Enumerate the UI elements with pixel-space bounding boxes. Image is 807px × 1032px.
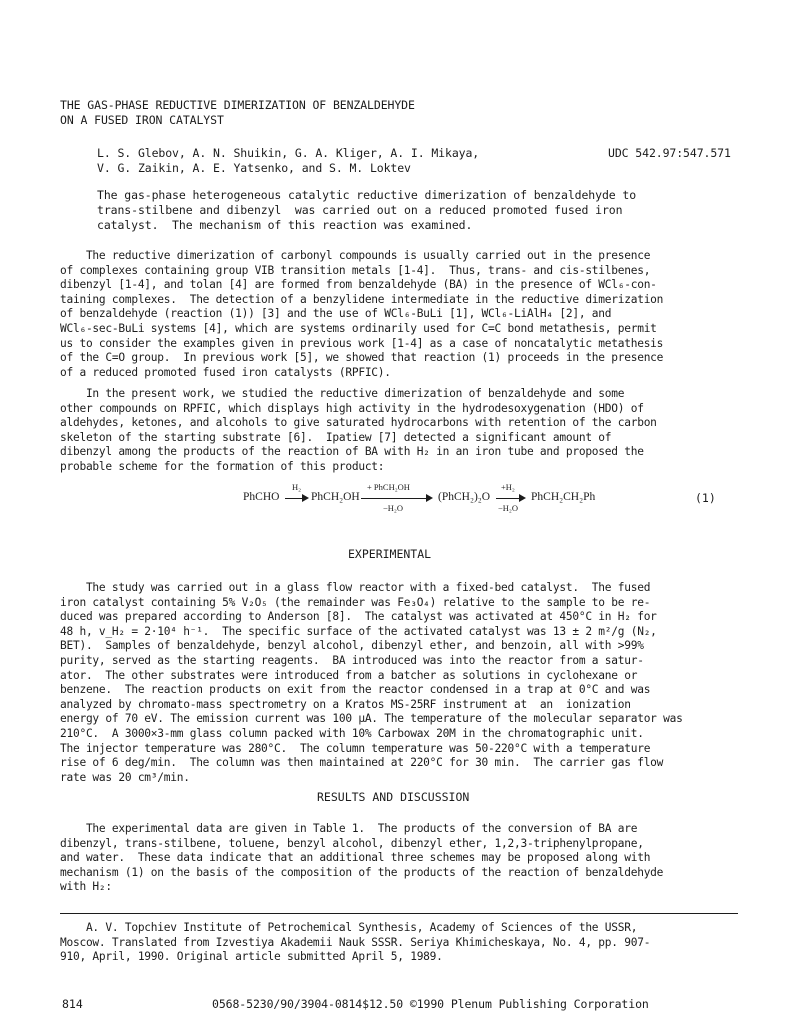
eq-arrow-3-top: +H₂ bbox=[501, 482, 515, 492]
eq-arrow-3-bottom: −H₂O bbox=[498, 503, 519, 513]
eq-arrow-2 bbox=[361, 493, 433, 503]
eq-product: PhCH₂CH₂Ph bbox=[531, 491, 596, 503]
experimental-paragraph: The study was carried out in a glass flow reactor with a fixed-bed catalyst. The fused iron catalyst containing 5% V₂O₅ (the remainder was Fe₃O₄) relative to the sample to be re- duced was prepared according to Anderson [8]. The catalyst was activated at 450°C in H₂ for 48 h, v_H₂ = 2·10⁴ h⁻¹. The specific surface of the activated catalyst was 13 ± 2 m²/g (N₂, BET). Samples of benzaldehyde, benzyl alcohol, dibenzyl ether, and benzoin, all with >99% purity, served as the starting reagents. BA introduced was into the reactor from a satur- ator. The other substrates were introduced from a batcher as solutions in cyclohexane or benzene. The reaction products on exit from the reactor condensed in a trap at 0°C and was analyzed by chromato-mass spectrometry on a Kratos MS-25RF instrument at an ionization energy of 70 eV. The emission current was 100 μA. The temperature of the molecular separator was 210°C. A 3000×3-mm glass column packed with 10% Carbowax 20M in the chromatographic unit. The injector temperature was 280°C. The column temperature was 50-220°C with a temperature rise of 6 deg/min. The column was then maintained at 220°C for 30 min. The carrier gas flow rate was 20 cm³/min. bbox=[60, 581, 683, 784]
eq-number: (1) bbox=[695, 491, 716, 505]
article-title: THE GAS-PHASE REDUCTIVE DIMERIZATION OF BENZALDEHYDE ON A FUSED IRON CATALYST bbox=[60, 98, 415, 127]
eq-intermediate-2: (PhCH₂)₂O bbox=[438, 491, 491, 503]
eq-arrow-1-top: H₂ bbox=[292, 482, 302, 492]
udc-code: UDC 542.97:547.571 bbox=[608, 146, 731, 160]
intro-paragraph-1: The reductive dimerization of carbonyl compounds is usually carried out in the presence of complexes containing group VIB transition metals [1-4]. Thus, trans- and cis-stilbenes, dibenzyl [1-4], and tolan [4] are formed from benzaldehyde (BA) in the presence of WCl₆-con- taining complexes. The detection of a benzylidene intermediate in the reductive dimerization of benzaldehyde (reaction (1)) [3] and the use of WCl₆-BuLi [1], WCl₆-LiAlH₄ [2], and WCl₆-sec-BuLi systems [4], which are systems ordinarily used for C=C bond metathesis, permit us to consider the examples given in previous work [1-4] as a case of noncatalytic metathesis of the C=O group. In previous work [5], we showed that reaction (1) proceeds in the presence of a reduced promoted fused iron catalysts (RPFIC). bbox=[60, 249, 664, 379]
page-number: 814 bbox=[62, 997, 83, 1011]
eq-reactant: PhCHO bbox=[243, 491, 280, 503]
footnote-divider bbox=[60, 913, 738, 914]
abstract: The gas-phase heterogeneous catalytic reductive dimerization of benzaldehyde to trans-stilbene and dibenzyl was carried out on a reduced promoted fused iron catalyst. The mechanism of this reaction was examined. bbox=[97, 188, 637, 232]
eq-arrow-2-top: + PhCH₂OH bbox=[367, 482, 410, 492]
reaction-equation-1 bbox=[243, 482, 723, 518]
eq-arrow-3 bbox=[496, 493, 526, 503]
affiliation-footnote: A. V. Topchiev Institute of Petrochemical Synthesis, Academy of Sciences of the USSR, Moscow. Translated from Izvestiya Akademii Nauk SSSR. Seriya Khimicheskaya, No. 4, pp. 907- 910, April, 1990. Original article submitted April 5, 1989. bbox=[60, 921, 651, 964]
results-paragraph: The experimental data are given in Table 1. The products of the conversion of BA are dibenzyl, trans-stilbene, toluene, benzyl alcohol, dibenzyl ether, 1,2,3-triphenylpropane, and water. These data indicate that an additional three schemes may be proposed along with mechanism (1) on the basis of the composition of the products of the reaction of benzaldehyde with H₂: bbox=[60, 822, 664, 894]
author-list: L. S. Glebov, A. N. Shuikin, G. A. Kliger, A. I. Mikaya, V. G. Zaikin, A. E. Yatsenko, and S. M. Loktev bbox=[97, 146, 480, 175]
eq-arrow-1 bbox=[285, 493, 309, 503]
eq-arrow-2-bottom: −H₂O bbox=[383, 503, 404, 513]
publication-info: 0568-5230/90/3904-0814$12.50 ©1990 Plenum Publishing Corporation bbox=[212, 997, 649, 1011]
heading-results: RESULTS AND DISCUSSION bbox=[317, 790, 470, 804]
eq-intermediate-1: PhCH₂OH bbox=[311, 491, 360, 503]
intro-paragraph-2: In the present work, we studied the reductive dimerization of benzaldehyde and some other compounds on RPFIC, which displays high activity in the hydrodesoxygenation (HDO) of aldehydes, ketones, and alcohols to give saturated hydrocarbons with retention of the carbon skeleton of the starting substrate [6]. Ipatiew [7] detected a significant amount of dibenzyl among the products of the reaction of BA with H₂ in an iron tube and proposed the probable scheme for the formation of this product: bbox=[60, 387, 657, 473]
heading-experimental: EXPERIMENTAL bbox=[348, 547, 432, 561]
